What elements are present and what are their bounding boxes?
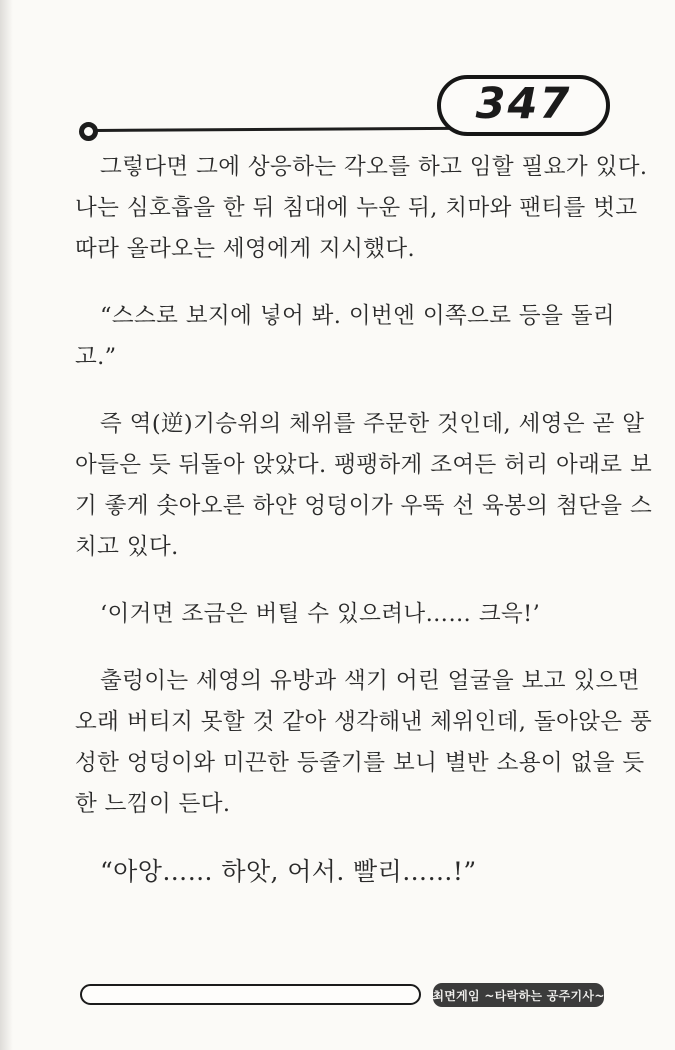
- text-line: 즉 역(逆)기승위의 체위를 주문한 것인데, 세영은 곧 알: [100, 411, 645, 437]
- paragraph-dialogue: [75, 851, 605, 892]
- text-line: ‘이거면 조금은 버틸 수 있으려나…… 크윽!’: [100, 601, 541, 627]
- text-line: 고.”: [75, 344, 117, 370]
- text-line: 성한 엉덩이와 미끈한 등줄기를 보니 별반 소용이 없을 듯: [75, 750, 645, 776]
- text-line: 치고 있다.: [75, 534, 179, 560]
- text-line: 나는 심호흡을 한 뒤 침대에 누운 뒤, 치마와 팬티를 벗고: [75, 195, 638, 221]
- text-line: 그렇다면 그에 상응하는 각오를 하고 임할 필요가 있다.: [100, 154, 648, 180]
- book-title-badge: [433, 983, 604, 1007]
- paragraph-inner-thought: [75, 594, 605, 635]
- text-line: 기 좋게 솟아오른 하얀 엉덩이가 우뚝 선 육봉의 첨단을 스: [75, 493, 653, 519]
- text-line: 아들은 듯 뒤돌아 앉았다. 팽팽하게 조여든 허리 아래로 보: [75, 452, 653, 478]
- paragraph: [75, 147, 648, 270]
- page-number: 347: [475, 78, 572, 129]
- paragraph: [75, 661, 653, 825]
- paragraph: [75, 404, 653, 568]
- text-line: 출렁이는 세영의 유방과 색기 어린 얼굴을 보고 있으면: [100, 668, 640, 694]
- text-line: “스스로 보지에 넣어 봐. 이번엔 이쪽으로 등을 돌리: [100, 303, 616, 329]
- page-number-badge: [437, 75, 610, 136]
- text-line: 한 느낌이 든다.: [75, 791, 231, 817]
- book-title: 최면게임 ~타락하는 공주기사~: [432, 988, 605, 1003]
- header-rule-line: [96, 127, 452, 132]
- page-edge-shadow: [0, 0, 13, 1050]
- footer-rule-pill: [80, 984, 421, 1005]
- page-body: [75, 147, 653, 918]
- text-line: “아앙…… 하앗, 어서. 빨리……!”: [100, 857, 477, 886]
- text-line: 오래 버티지 못할 것 같아 생각해낸 체위인데, 돌아앉은 풍: [75, 709, 653, 735]
- text-line: 따라 올라오는 세영에게 지시했다.: [75, 236, 416, 262]
- paragraph-dialogue: [75, 296, 616, 378]
